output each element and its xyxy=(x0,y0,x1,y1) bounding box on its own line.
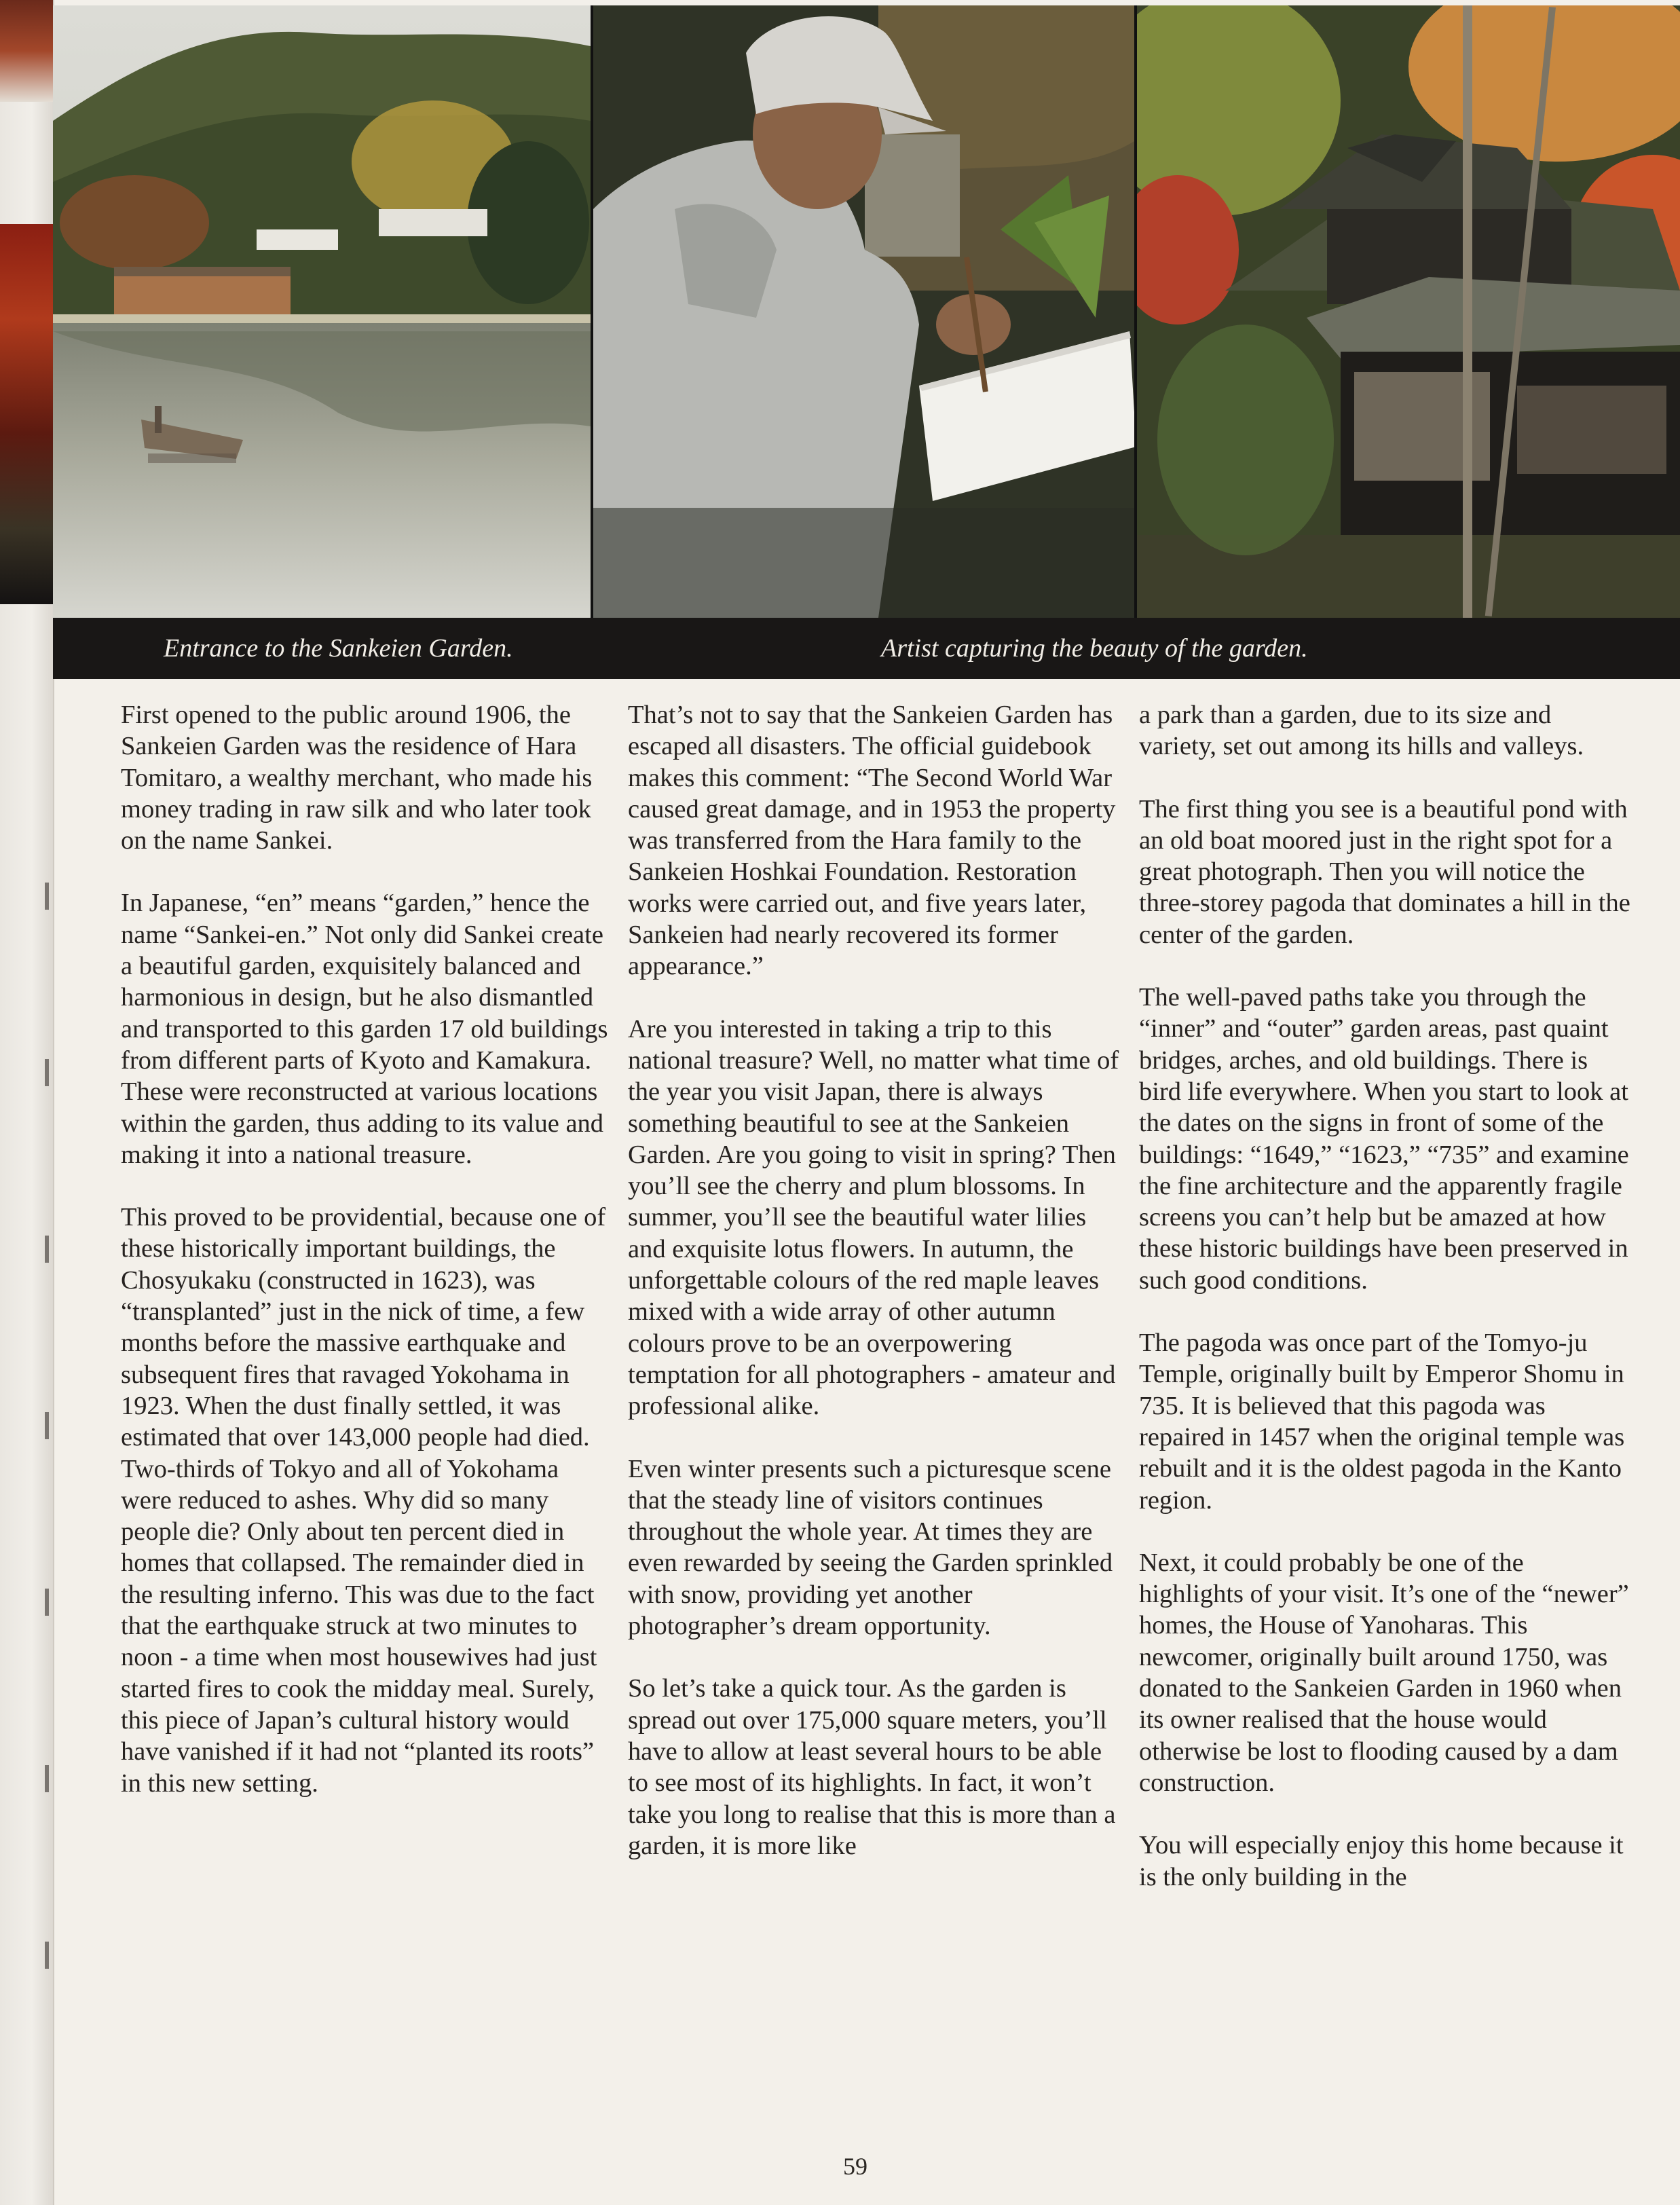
edge-photo-fragment xyxy=(0,224,53,604)
paragraph: Are you interested in taking a trip to this national treasure? Well, no matter what time of the year you visit Japan, there is always something beautiful to see at the Sankeien Garden. Are you going to visit in spring? Then you’ll see the cherry and plum blossoms. In summer, you’ll see the beautiful water lilies and exquisite lotus flowers. In autumn, the unforgettable colours of the red maple leaves mixed with a wide array of other autumn colours prove to be an overpowering temptation for all photographers - amateur and professional alike. xyxy=(628,1014,1119,1421)
previous-page-edge xyxy=(0,0,54,2205)
old-house-photo xyxy=(1137,5,1680,618)
artist-sketching-photo xyxy=(593,5,1134,618)
article-column-1 xyxy=(121,699,613,1830)
paragraph: In Japanese, “en” means “garden,” hence the name “Sankei-en.” Not only did Sankei create a beautiful garden, exquisitely balanced and harmonious in design, but he also dismantled and transported to this garden 17 old buildings from different parts of Kyoto and Kamakura. These were reconstructed at various locations within the garden, thus adding to its value and making it into a national treasure. xyxy=(121,889,608,1169)
paragraph: The well-paved paths take you through the “inner” and “outer” garden areas, past quaint bridges, arches, and old buildings. There is bird life everywhere. When you start to look at the dates on the signs in front of some of the buildings: “1649,” “1623,” “735” and examine the fine architecture and the apparently fragile screens you can’t help but be amazed at how these historic buildings have been preserved in such good conditions. xyxy=(1139,983,1629,1295)
paragraph: a park than a garden, due to its size and variety, set out among its hills and valleys. xyxy=(1139,701,1584,761)
paragraph: The pagoda was once part of the Tomyo-ju Temple, originally built by Emperor Shomu in 735. It is believed that this pagoda was repaired in 1457 when the original temple was rebuilt and it is the oldest pagoda in the Kanto region. xyxy=(1139,1329,1625,1515)
paragraph: You will especially enjoy this home because it is the only building in the xyxy=(1139,1831,1624,1891)
paragraph: Even winter presents such a picturesque scene that the steady line of visitors continues throughout the whole year. At times they are even rewarded by seeing the Garden sprinkled with snow, providing yet another photographer’s dream opportunity. xyxy=(628,1454,1113,1641)
paragraph: Next, it could probably be one of the highlights of your visit. It’s one of the “newer” homes, the House of Yanoharas. This newcomer, originally built around 1750, was donated to the Sankeien Garden in 1960 when its owner realised that the house would otherwise be lost to flooding caused by a dam construction. xyxy=(1139,1548,1629,1797)
edge-photo-fragment-top xyxy=(0,0,53,102)
edge-marks xyxy=(45,883,52,2172)
photo-strip xyxy=(53,5,1680,618)
paragraph: The first thing you see is a beautiful pond with an old boat moored just in the right spot for a great photograph. Then you will notice the three-storey pagoda that dominates a hill in the center of the garden. xyxy=(1139,794,1630,949)
caption-band xyxy=(53,618,1680,679)
pond-entrance-photo xyxy=(53,5,591,618)
page-number: 59 xyxy=(843,2153,867,2180)
paragraph: This proved to be providential, because one of these historically important buildings, the Chosyukaku (constructed in 1623), was “transplanted” just in the nick of time, a few months before the massive earthquake and subsequent fires that ravaged Yokohama in 1923. When the dust finally settled, it was estimated that over 143,000 people had died. Two-thirds of Tokyo and all of Yokohama were reduced to ashes. Why did so many people die? Only about ten percent died in homes that collapsed. The remainder died in the resulting inferno. This was due to the fact that the earthquake struck at two minutes to noon - a time when most housewives had just started fires to cook the midday meal. Surely, this piece of Japan’s cultural history would have vanished if it had not “planted its roots” in this new setting. xyxy=(121,1203,606,1798)
paragraph: So let’s take a quick tour. As the garden is spread out over 175,000 square meters, you’ll have to allow at least several hours to be able to see most of its highlights. In fact, it won’t take you long to realise that this is more than a garden, it is more like xyxy=(628,1674,1116,1860)
paragraph: First opened to the public around 1906, the Sankeien Garden was the residence of Hara Tomitaro, a wealthy merchant, who made his money trading in raw silk and who later took on the name Sankei. xyxy=(121,701,593,855)
article-column-3 xyxy=(1139,699,1631,1924)
article-column-2 xyxy=(628,699,1120,1893)
photo-caption-entrance: Entrance to the Sankeien Garden. xyxy=(164,634,513,663)
paragraph: That’s not to say that the Sankeien Garden has escaped all disasters. The official guidebook makes this comment: “The Second World War caused great damage, and in 1953 the property was transferred from the Hara family to the Sankeien Hoshkai Foundation. Restoration works were carried out, and five years later, Sankeien had nearly recovered its former appearance.” xyxy=(628,701,1116,981)
photo-caption-artist: Artist capturing the beauty of the garden. xyxy=(881,634,1308,663)
